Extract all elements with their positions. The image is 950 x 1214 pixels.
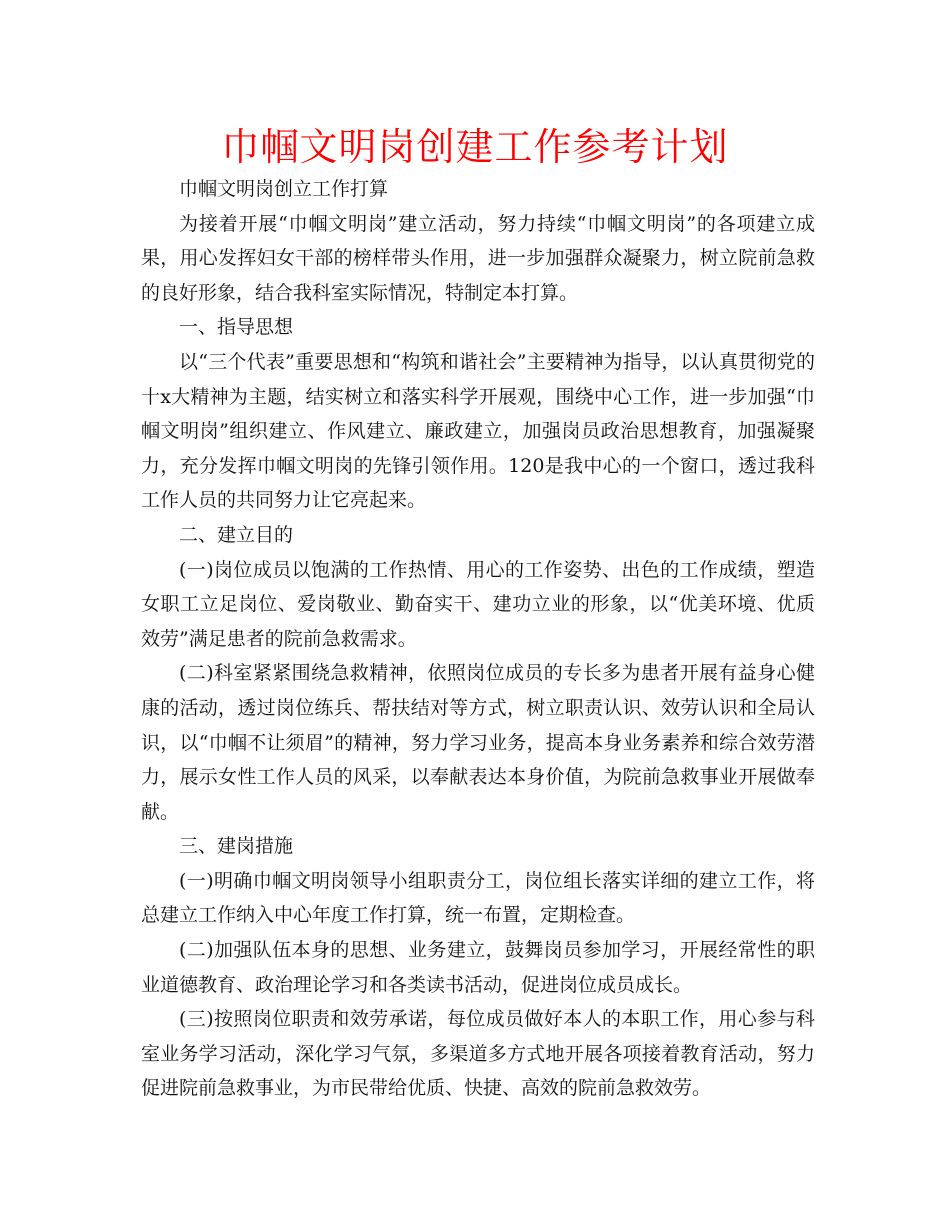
measures-paragraph-3: (三)按照岗位职责和效劳承诺，每位成员做好本人的本职工作，用心参与科室业务学习活动，深化学习气氛，多渠道多方式地开展各项接着教育活动，努力促进院前急救事业，为市民带给优质、快捷、高效的院前急救效劳。 (141, 1008, 815, 1100)
intro-paragraph: 为接着开展“巾帼文明岗”建立活动，努力持续“巾帼文明岗”的各项建立成果，用心发挥妇女干部的榜样带头作用，进一步加强群众凝聚力，树立院前急救的良好形象，结合我科室实际情况，特制定本打算。 (141, 212, 815, 304)
section-heading-measures: 三、建岗措施 (179, 835, 294, 858)
purpose-paragraph-1: (一)岗位成员以饱满的工作热情、用心的工作姿势、出色的工作成绩，塑造女职工立足岗位、爱岗敬业、勤奋实干、建功立业的形象，以“优美环境、优质效劳”满足患者的院前急救需求。 (141, 558, 815, 650)
section-heading-guiding-thought: 一、指导思想 (179, 316, 294, 339)
document-body (141, 172, 815, 1106)
guiding-thought-paragraph: 以“三个代表”重要思想和“构筑和谐社会”主要精神为指导，以认真贯彻党的十x大精神为主题，结实树立和落实科学开展观，围绕中心工作，进一步加强“巾帼文明岗”组织建立、作风建立、廉政建立，加强岗员政治思想教育，加强凝聚力，充分发挥巾帼文明岗的先锋引领作用。120是我中心的一个窗口，透过我科工作人员的共同努力让它亮起来。 (141, 350, 815, 512)
measures-paragraph-1: (一)明确巾帼文明岗领导小组职责分工，岗位组长落实详细的建立工作，将总建立工作纳入中心年度工作打算，统一布置，定期检查。 (141, 869, 815, 927)
document-title: 巾帼文明岗创建工作参考计划 (221, 125, 729, 169)
purpose-paragraph-2: (二)科室紧紧围绕急救精神，依照岗位成员的专长多为患者开展有益身心健康的活动，透过岗位练兵、帮扶结对等方式，树立职责认识、效劳认识和全局认识，以“巾帼不让须眉”的精神，努力学习业务，提高本身业务素养和综合效劳潜力，展示女性工作人员的风采，以奉献表达本身价值，为院前急救事业开展做奉献。 (141, 662, 815, 823)
section-heading-purpose: 二、建立目的 (179, 523, 294, 546)
measures-paragraph-2: (二)加强队伍本身的思想、业务建立，鼓舞岗员参加学习，开展经常性的职业道德教育、政治理论学习和各类读书活动，促进岗位成员成长。 (141, 939, 815, 996)
subtitle-paragraph: 巾帼文明岗创立工作打算 (179, 178, 389, 200)
